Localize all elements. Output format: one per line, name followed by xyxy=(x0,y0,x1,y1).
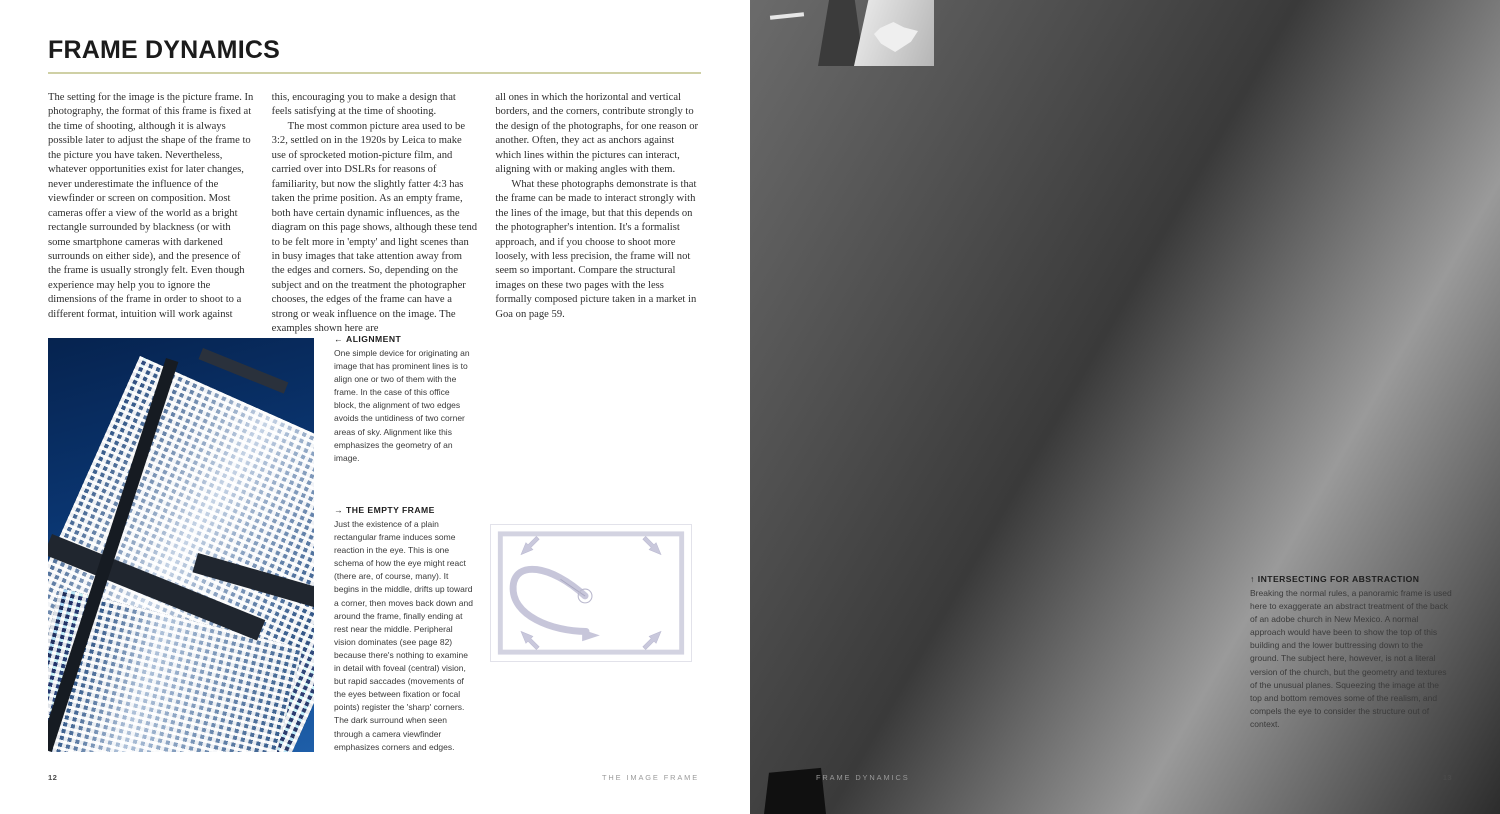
arrow-right-icon: → xyxy=(334,505,344,515)
photo-skyscraper xyxy=(48,338,314,752)
diagram-empty-frame xyxy=(490,524,692,662)
caption-text: Breaking the normal rules, a panoramic frame is used here to exaggerate an abstract treatment of the back of an adobe church in New Mexico. A normal approach would have been to show the top of this building and the lower buttressing down to the ground. The subject here, however, is not a literal version of the church, but the geometry and textures of the unusual planes. Squeezing the image at the top and bottom removes some of the realism, and compels the eye to consider the structure out of context. xyxy=(1250,588,1452,729)
empty-frame-svg xyxy=(491,525,691,661)
body-paragraph: The most common picture area used to be 3:2, settled on in the 1920s by Leica to make use of sprocketed motion-picture film, and carried over into DSLRs for reasons of familiarity, but now the slightly fatter 4:3 has taken the prime position. As an empty frame, both have certain dynamic influences, as the diagram on this page shows, although these tend to be felt more in 'empty' and light scenes than in busy images that take attention away from the edges and corners. So, depending on the subject and on the treatment the photographer chooses, the edges of the frame can have a strong or weak influence on the image. The examples shown here are xyxy=(271,120,478,335)
caption-heading xyxy=(1250,574,1452,584)
page-title: FRAME DYNAMICS xyxy=(48,36,280,64)
arrow-left-icon: ← xyxy=(334,334,344,344)
caption-heading-text: ALIGNMENT xyxy=(346,334,402,344)
body-column-3 xyxy=(495,91,701,337)
folio-page-number: 13 xyxy=(1442,773,1452,782)
caption-heading xyxy=(334,505,474,515)
body-text-columns xyxy=(48,91,701,337)
diagram-abstraction-thumbnail xyxy=(750,0,934,66)
caption-intersecting-abstraction xyxy=(1250,574,1452,731)
running-head: FRAME DYNAMICS xyxy=(816,773,910,782)
caption-alignment xyxy=(334,334,474,465)
body-paragraph: all ones in which the horizontal and vertical borders, and the corners, contribute strongly to the design of the photographs, for one reason or another. Often, they act as anchors against which lines within the pictures can interact, aligning with or making angles with them. xyxy=(495,92,699,176)
caption-text: One simple device for originating an image that has prominent lines is to align one or two of them with the frame. In the case of this office block, the alignment of two edges avoids the untidiness of two corner areas of sky. Alignment like this emphasizes the geometry of an image. xyxy=(334,348,470,463)
caption-heading-text: INTERSECTING FOR ABSTRACTION xyxy=(1257,574,1420,584)
caption-text: Just the existence of a plain rectangular frame induces some reaction in the eye. This is one schema of how the eye might react (there are, of course, many). It begins in the middle, drifts up toward a corner, then moves back down and around the frame, finally ending at rest near the middle. Peripheral vision dominates (see page 82) because there's nothing to examine in detail with foveal (central) vision, but rapid saccades (movements of the eyes between fixation or focal points) register the 'sharp' corners. The dark surround when seen through a camera viewfinder emphasizes corners and edges. xyxy=(334,519,473,752)
body-paragraph: The setting for the image is the picture frame. In photography, the format of this frame is fixed at the time of shooting, although it is always possible later to adjust the shape of the frame to the picture you have taken. Nevertheless, whatever opportunities exist for later changes, never underestimate the influence of the viewfinder or screen on composition. Most cameras offer a view of the world as a bright rectangle surrounded by blackness (or with some smartphone cameras with darkened surrounds on either side), and the presence of the frame is usually strongly felt. Even though experience may help you to ignore the dimensions of the frame in order to shoot to a different format, intuition will work against xyxy=(48,92,254,320)
body-paragraph: What these photographs demonstrate is that the frame can be made to interact strongly with the lines of the image, but that this depends on the photographer's intention. It's a formalist approach, and if you choose to shoot more loosely, with less precision, the frame will not seem so important. Compare the structural images on these two pages with the less formally composed picture taken in a market in Goa on page 59. xyxy=(495,178,697,320)
title-rule xyxy=(48,72,701,74)
eye-path-arrowhead xyxy=(582,629,600,641)
caption-heading xyxy=(334,334,474,344)
right-page xyxy=(750,0,1500,814)
arrow-up-icon: ↑ xyxy=(1250,574,1255,584)
body-column-1 xyxy=(48,91,254,337)
running-head: THE IMAGE FRAME xyxy=(602,773,700,782)
caption-empty-frame xyxy=(334,505,474,754)
caption-heading-text: THE EMPTY FRAME xyxy=(346,505,435,515)
eye-path-loop xyxy=(513,569,586,631)
body-column-2 xyxy=(272,91,478,337)
folio-page-number: 12 xyxy=(48,773,58,782)
body-paragraph: this, encouraging you to make a design that feels satisfying at the time of shooting. xyxy=(271,92,456,118)
